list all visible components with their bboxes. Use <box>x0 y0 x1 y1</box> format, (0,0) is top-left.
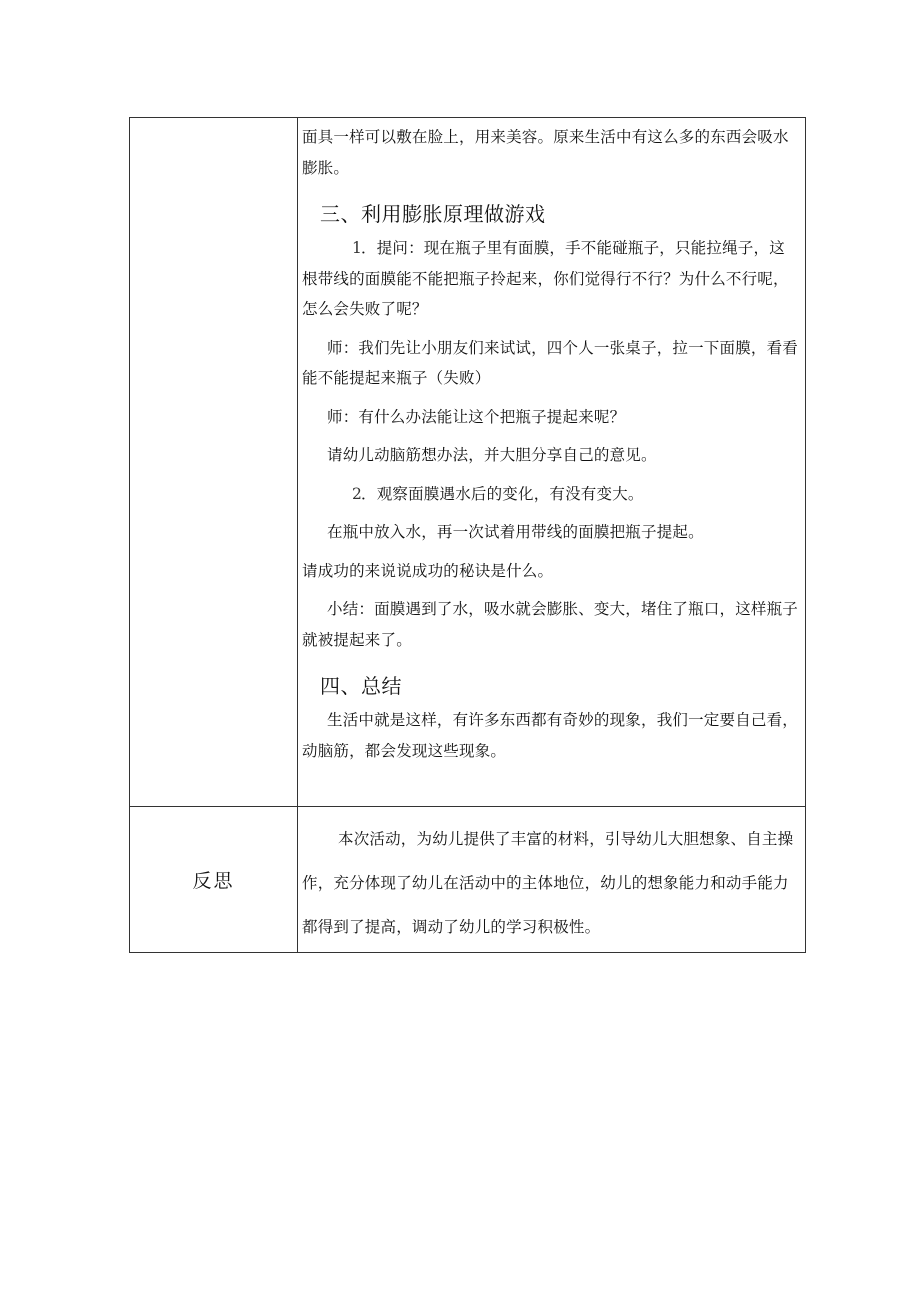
section-3-heading: 三、利用膨胀原理做游戏 <box>320 202 546 226</box>
item-1-number: 1 <box>352 239 363 257</box>
item-1 <box>302 233 799 325</box>
activity-row <box>130 118 806 807</box>
empty-label-cell <box>130 118 298 807</box>
reflection-cell <box>298 807 806 953</box>
conclusion-paragraph: 生活中就是这样，有许多东西都有奇妙的现象，我们一定要自己看，动脑筋，都会发现这些现象。 <box>302 711 799 760</box>
lesson-plan-table <box>129 117 806 953</box>
item-2 <box>302 479 799 510</box>
ask-children-line: 请幼儿动脑筋想办法，并大胆分享自己的意见。 <box>327 446 657 464</box>
reflection-text: 本次活动，为幼儿提供了丰富的材料，引导幼儿大胆想象、自主操作，充分体现了幼儿在活动中的主体地位，幼儿的想象能力和动手能力都得到了提高，调动了幼儿的学习积极性。 <box>302 830 794 936</box>
item-2-number: 2 <box>352 484 363 503</box>
continued-paragraph: 面具一样可以敷在脸上，用来美容。原来生活中有这么多的东西会吸水膨胀。 <box>302 128 789 177</box>
teacher-line-1: 师：我们先让小朋友们来试试，四个人一张桌子，拉一下面膜，看看能不能提起来瓶子（失败） <box>302 338 799 387</box>
item-1-text: ．提问：现在瓶子里有面膜，手不能碰瓶子，只能拉绳子，这根带线的面膜能不能把瓶子拎起来，你们觉得行不行？为什么不行呢，怎么会失败了呢？ <box>302 239 789 318</box>
reflection-row <box>130 807 806 953</box>
add-water-line: 在瓶中放入水，再一次试着用带线的面膜把瓶子提起。 <box>327 523 704 541</box>
success-secret-line: 请成功的来说说成功的秘诀是什么。 <box>302 561 554 580</box>
reflection-label: 反思 <box>130 807 298 953</box>
teacher-line-2: 师：有什么办法能让这个把瓶子提起来呢？ <box>327 407 626 426</box>
item-2-text: ．观察面膜遇水后的变化，有没有变大。 <box>361 484 644 503</box>
section-4-heading: 四、总结 <box>320 674 402 698</box>
activity-content-cell <box>298 118 806 807</box>
summary-paragraph: 小结：面膜遇到了水，吸水就会膨胀、变大，堵住了瓶口，这样瓶子就被提起来了。 <box>302 600 799 649</box>
